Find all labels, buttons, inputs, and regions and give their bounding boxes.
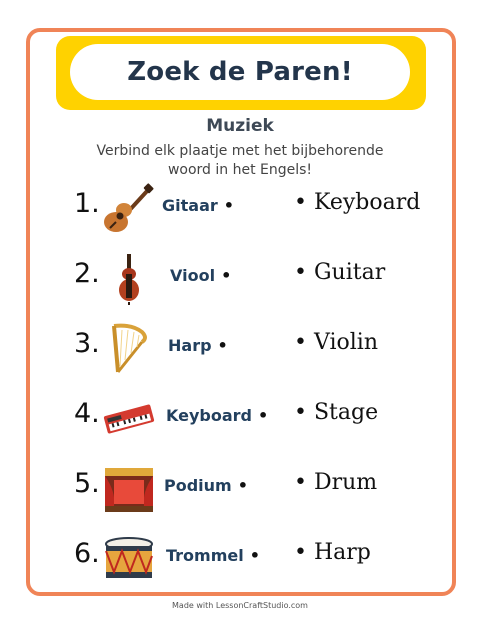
instruction-line-2: woord in het Engels! xyxy=(167,162,313,178)
word-label: Trommel • xyxy=(166,546,260,565)
word-label: Viool • xyxy=(170,266,232,285)
row-number: 1. xyxy=(74,188,100,219)
harp-icon xyxy=(102,322,156,376)
row-number: 5. xyxy=(74,468,100,499)
match-option: • Guitar xyxy=(294,260,386,285)
footer-credit: Made with LessonCraftStudio.com xyxy=(172,601,308,610)
match-row-3 xyxy=(0,322,480,382)
keyboard-icon xyxy=(102,392,156,446)
row-number: 3. xyxy=(74,328,100,359)
match-row-5 xyxy=(0,462,480,522)
word-label: Gitaar • xyxy=(162,196,234,215)
topic-heading: Muziek xyxy=(206,116,274,136)
row-number: 4. xyxy=(74,398,100,429)
match-row-4 xyxy=(0,392,480,452)
match-option: • Harp xyxy=(294,540,371,565)
word-label: Podium • xyxy=(164,476,248,495)
match-row-1 xyxy=(0,182,480,242)
stage-icon xyxy=(102,462,156,516)
match-option: • Stage xyxy=(294,400,379,425)
match-row-6 xyxy=(0,532,480,592)
word-label: Harp • xyxy=(168,336,228,355)
drum-icon xyxy=(102,532,156,586)
guitar-icon xyxy=(102,182,156,236)
match-option: • Keyboard xyxy=(294,190,421,215)
row-number: 6. xyxy=(74,538,100,569)
title-pill xyxy=(70,44,410,100)
word-label: Keyboard • xyxy=(166,406,269,425)
violin-icon xyxy=(102,252,156,306)
match-option: • Violin xyxy=(294,330,379,355)
instruction-text xyxy=(70,142,410,180)
instruction-line-1: Verbind elk plaatje met het bijbehorende xyxy=(96,143,384,159)
row-number: 2. xyxy=(74,258,100,289)
match-option: • Drum xyxy=(294,470,378,495)
page-title: Zoek de Paren! xyxy=(127,57,353,87)
match-row-2 xyxy=(0,252,480,312)
